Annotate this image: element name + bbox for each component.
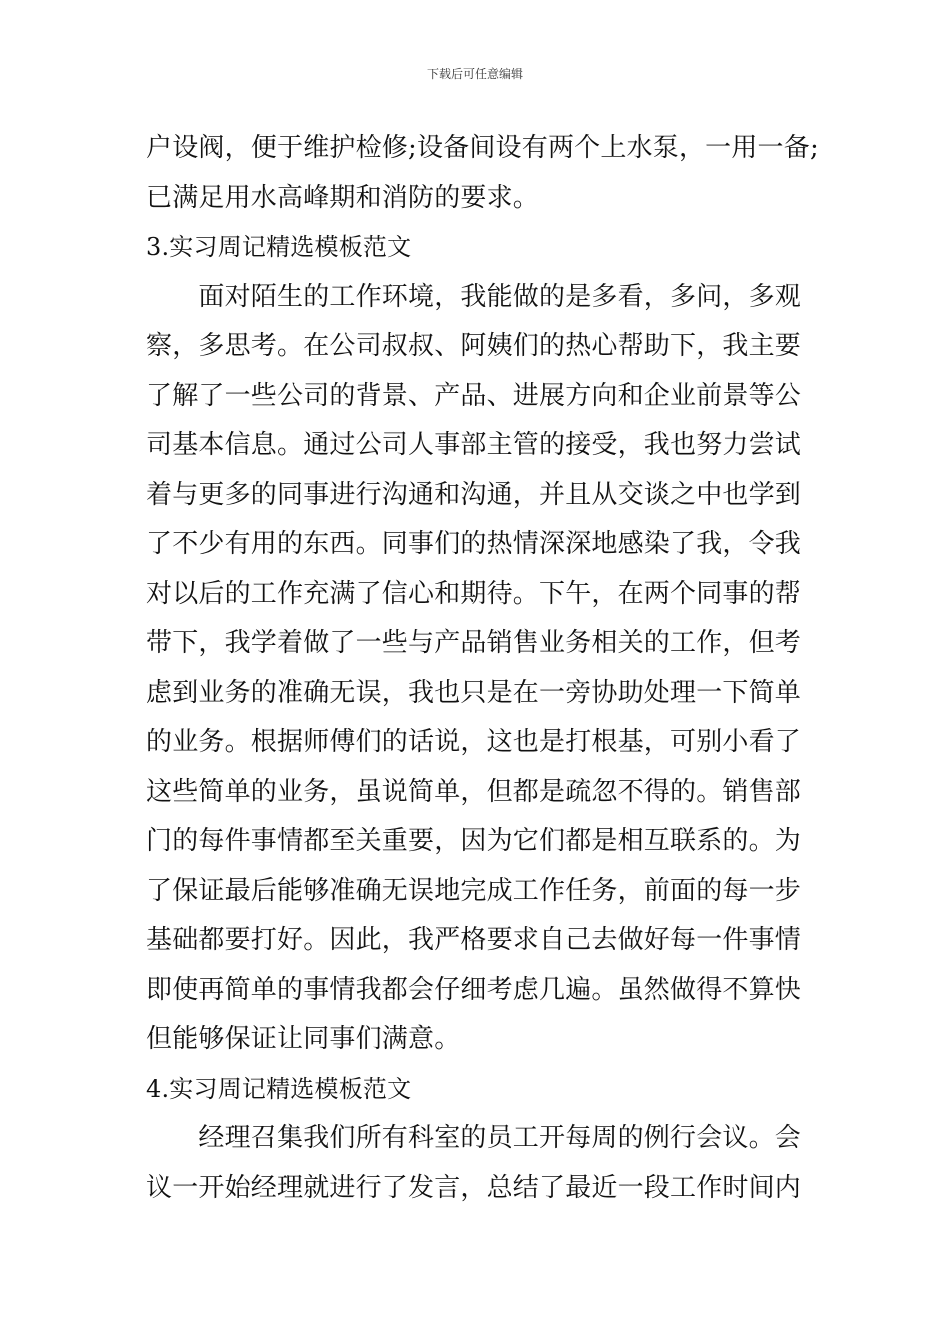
paragraph-line: 着与更多的同事进行沟通和沟通，并且从交谈之中也学到 — [146, 479, 802, 510]
section-heading: 4.实习周记精选模板范文 — [146, 1074, 412, 1103]
paragraph-line: 门的每件事情都至关重要，因为它们都是相互联系的。为 — [146, 826, 802, 856]
section-heading: 3.实习周记精选模板范文 — [146, 233, 412, 261]
paragraph-line: 了不少有用的东西。同事们的热情深深地感染了我，令我 — [146, 529, 802, 559]
paragraph-line: 了保证最后能够准确无误地完成工作任务，前面的每一步 — [146, 875, 802, 906]
paragraph-line: 户设阀，便于维护检修;设备间设有两个上水泵，一用一备; — [146, 133, 819, 163]
paragraph-line: 的业务。根据师傅们的话说，这也是打根基，可别小看了 — [146, 727, 802, 757]
paragraph-line: 基础都要打好。因此，我严格要求自己去做好每一件事情 — [146, 925, 802, 955]
paragraph-line: 但能够保证让同事们满意。 — [146, 1024, 461, 1054]
paragraph-line: 已满足用水高峰期和消防的要求。 — [146, 182, 540, 213]
paragraph-line: 对以后的工作充满了信心和期待。下午，在两个同事的帮 — [146, 578, 802, 609]
paragraph-line: 带下，我学着做了一些与产品销售业务相关的工作，但考 — [146, 628, 802, 658]
page-header: 下载后可任意编辑 — [426, 67, 523, 81]
paragraph-line: 察，多思考。在公司叔叔、阿姨们的热心帮助下，我主要 — [146, 331, 802, 361]
paragraph-line: 经理召集我们所有科室的员工开每周的例行会议。会 — [146, 1123, 802, 1153]
paragraph-line: 虑到业务的准确无误，我也只是在一旁协助处理一下简单 — [146, 677, 802, 708]
document-body — [146, 124, 826, 1213]
paragraph-line: 面对陌生的工作环境，我能做的是多看，多问，多观 — [146, 281, 802, 312]
paragraph-line: 司基本信息。通过公司人事部主管的接受，我也努力尝试 — [146, 430, 802, 460]
paragraph-line: 即使再简单的事情我都会仔细考虑几遍。虽然做得不算快 — [146, 974, 802, 1005]
paragraph-line: 这些简单的业务，虽说简单，但都是疏忽不得的。销售部 — [146, 776, 802, 807]
paragraph-line: 了解了一些公司的背景、产品、进展方向和企业前景等公 — [146, 380, 802, 411]
paragraph-line: 议一开始经理就进行了发言，总结了最近一段工作时间内 — [146, 1172, 802, 1203]
